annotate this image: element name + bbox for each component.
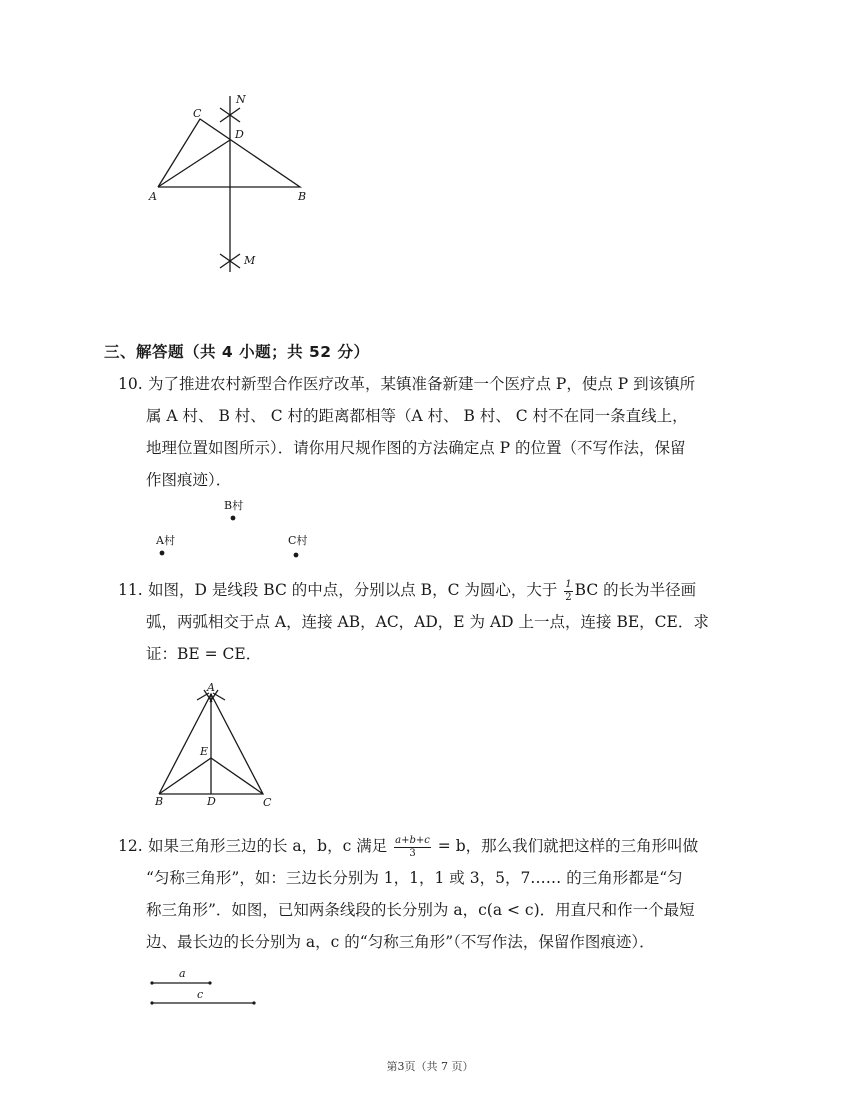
- question-12-line-1: 12. 如果三角形三边的长 a，b，c 满足 $\frac{a+b+c}{3}$ = b，那么我们就把这样的三角形叫做: [118, 830, 758, 862]
- question-12: [118, 830, 758, 958]
- figure-segments-a-c: [146, 964, 266, 1014]
- label-a-village: A村: [156, 534, 175, 547]
- label-c: C: [263, 796, 272, 809]
- label-d: D: [207, 795, 216, 808]
- fraction-a-b-c-over-3: $\frac{a+b+c}{3}$: [395, 834, 430, 859]
- question-11: [118, 574, 758, 670]
- fraction-one-half: $\frac{1}{2}$: [565, 578, 572, 603]
- label-a: A: [207, 681, 215, 694]
- label-a: a: [179, 967, 186, 980]
- figure-perpendicular-bisector: [140, 88, 340, 292]
- label-d: D: [235, 128, 244, 141]
- label-c: C: [193, 107, 202, 120]
- question-10-line-4: 作图痕迹）．: [146, 471, 232, 489]
- label-m: M: [244, 254, 256, 267]
- segment-ce: [211, 758, 263, 794]
- point-b-village: [231, 516, 236, 521]
- question-10-line-1: 10. 为了推进农村新型合作医疗改革，某镇准备新建一个医疗点 P，使点 P 到该镇所: [118, 368, 758, 400]
- question-number: 10.: [118, 375, 143, 393]
- segment-ad: [158, 140, 230, 187]
- label-a: A: [149, 190, 157, 203]
- question-number: 11.: [118, 581, 143, 599]
- question-12-line-3: 称三角形”．如图，已知两条线段的长分别为 a，c(a < c)．用直尺和作一个最短: [146, 901, 695, 919]
- label-e: E: [200, 745, 209, 758]
- triangle-abc: [158, 119, 300, 187]
- question-number: 12.: [118, 837, 143, 855]
- point-a-village: [160, 551, 165, 556]
- question-11-line-3: 证：BE = CE．: [146, 645, 262, 663]
- label-c: c: [197, 988, 204, 1001]
- label-c-village: C村: [288, 534, 308, 547]
- label-b: B: [155, 795, 164, 808]
- figure-triangle-abc: [150, 678, 290, 816]
- question-11-line-1: 11. 如图，D 是线段 BC 的中点，分别以点 B，C 为圆心，大于 $\frac{1}{2}$ BC 的长为半径画: [118, 574, 758, 606]
- section-title: 三、解答题（共 4 小题；共 52 分）: [104, 343, 370, 361]
- page-footer: 第3页（共 7 页）: [386, 1060, 474, 1073]
- question-11-line-2: 弧，两弧相交于点 A，连接 AB，AC，AD，E 为 AD 上一点，连接 BE，CE．求: [146, 613, 709, 631]
- label-b: B: [298, 190, 307, 203]
- label-b-village: B村: [224, 499, 244, 512]
- question-12-line-2: “匀称三角形”，如：三边长分别为 1，1，1 或 3，5，7…… 的三角形都是“匀: [146, 869, 683, 887]
- question-10-line-3: 地理位置如图所示）．请你用尺规作图的方法确定点 P 的位置（不写作法，保留: [146, 439, 686, 457]
- question-12-line-4: 边、最长边的长分别为 a，c 的“匀称三角形”（不写作法，保留作图痕迹）．: [146, 933, 655, 951]
- figure-villages: [150, 494, 320, 568]
- point-c-village: [294, 553, 299, 558]
- label-n: N: [236, 93, 246, 106]
- question-10-line-2: 属 A 村、 B 村、 C 村的距离都相等（A 村、 B 村、 C 村不在同一条直线上，: [146, 407, 688, 425]
- question-10: [118, 368, 758, 496]
- segment-be: [159, 758, 211, 794]
